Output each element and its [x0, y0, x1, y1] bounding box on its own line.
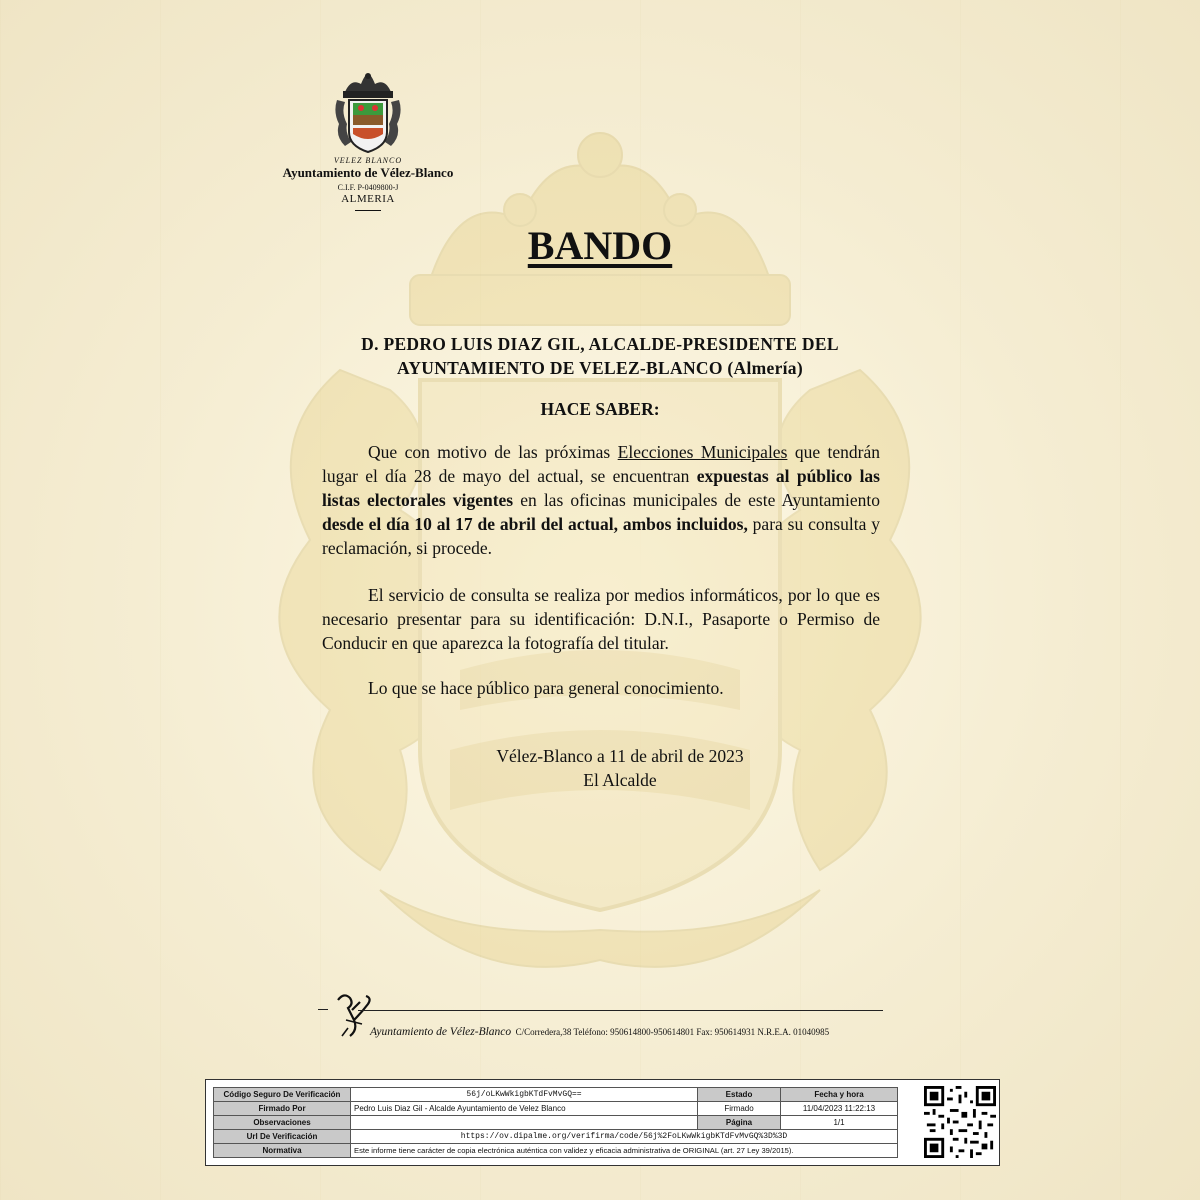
letterhead-province: ALMERIA	[341, 193, 395, 205]
table-row	[214, 1088, 898, 1102]
letterhead-name: Ayuntamiento de Vélez-Blanco	[282, 165, 454, 180]
table-row	[214, 1102, 898, 1116]
text-span: Que con motivo de las próximas	[368, 442, 618, 462]
paragraph-2: El servicio de consulta se realiza por medios informáticos, por lo que es necesario presentar para su identificación: D.N.I., Pasaporte o Permiso de Conducir en que aparezca la fotografía del titular.	[322, 585, 880, 653]
heading	[320, 332, 880, 380]
bold-span: expuestas al público las listas electorales vigentes	[322, 466, 880, 510]
estado-label: Estado	[698, 1088, 781, 1102]
firmado-label: Firmado Por	[214, 1102, 351, 1116]
fecha-label: Fecha y hora	[781, 1088, 898, 1102]
heading-line-2: AYUNTAMIENTO DE VELEZ-BLANCO (Almería)	[397, 358, 803, 378]
paragraph-3: Lo que se hace público para general conocimiento.	[368, 678, 724, 698]
csv-value: 56j/oLKwWkigbKTdFvMvGQ==	[351, 1088, 698, 1102]
text-span: en las oficinas municipales de este Ayuntamiento	[513, 490, 880, 510]
fecha-value: 11/04/2023 11:22:13	[781, 1102, 898, 1116]
csv-label: Código Seguro De Verificación	[214, 1088, 351, 1102]
verification-table	[213, 1087, 898, 1158]
footer-dash	[318, 1009, 328, 1010]
footer-text	[370, 1026, 829, 1038]
table-row	[214, 1144, 898, 1158]
text-span: que tendrán lugar el día 28 de mayo del actual, se encuentran	[322, 442, 880, 486]
coat-of-arms-icon	[333, 72, 403, 154]
document-title: BANDO	[527, 223, 673, 268]
letterhead-cif: C.I.F. P-0409800-J	[337, 183, 399, 192]
obs-label: Observaciones	[214, 1116, 351, 1130]
footer-org: Ayuntamiento de Vélez-Blanco	[370, 1026, 512, 1038]
qr-code-icon[interactable]	[924, 1086, 996, 1158]
url-value[interactable]: https://ov.dipalme.org/verifirma/code/56j%2FoLKwWkigbKTdFvMvGQ%3D%3D	[351, 1130, 898, 1144]
letterhead	[268, 72, 468, 211]
estado-value: Firmado	[698, 1102, 781, 1116]
paragraph-1	[322, 440, 880, 560]
url-label: Url De Verificación	[214, 1130, 351, 1144]
obs-value	[351, 1116, 698, 1130]
page-footer	[318, 990, 883, 1050]
firmado-value: Pedro Luis Diaz Gil - Alcalde Ayuntamiento de Velez Blanco	[351, 1102, 698, 1116]
heading-line-1: D. PEDRO LUIS DIAZ GIL, ALCALDE-PRESIDENTE DEL	[361, 334, 839, 354]
footer-line	[358, 1010, 883, 1011]
text-span: para su consulta y reclamación, si procede.	[322, 514, 880, 558]
normativa-value: Este informe tiene carácter de copia electrónica auténtica con validez y eficacia administrativa de ORIGINAL (art. 27 Ley 39/2015).	[351, 1144, 898, 1158]
bold-span: desde el día 10 al 17 de abril del actual, ambos incluidos,	[322, 514, 748, 534]
verification-box	[205, 1079, 1000, 1166]
pagina-value: 1/1	[781, 1116, 898, 1130]
pagina-label: Página	[698, 1116, 781, 1130]
normativa-label: Normativa	[214, 1144, 351, 1158]
hace-saber: HACE SABER:	[540, 399, 660, 419]
table-row	[214, 1130, 898, 1144]
footer-contact: C/Corredera,38 Teléfono: 950614800-950614801 Fax: 950614931 N.R.E.A. 01040985	[515, 1027, 830, 1037]
signature-block	[400, 744, 840, 792]
place-date: Vélez-Blanco a 11 de abril de 2023	[496, 746, 744, 766]
letterhead-motto: VELEZ BLANCO	[333, 156, 403, 165]
signer-role: El Alcalde	[583, 770, 657, 790]
table-row	[214, 1116, 898, 1130]
elecciones-link-text: Elecciones Municipales	[617, 442, 788, 462]
letterhead-rule	[355, 210, 381, 211]
